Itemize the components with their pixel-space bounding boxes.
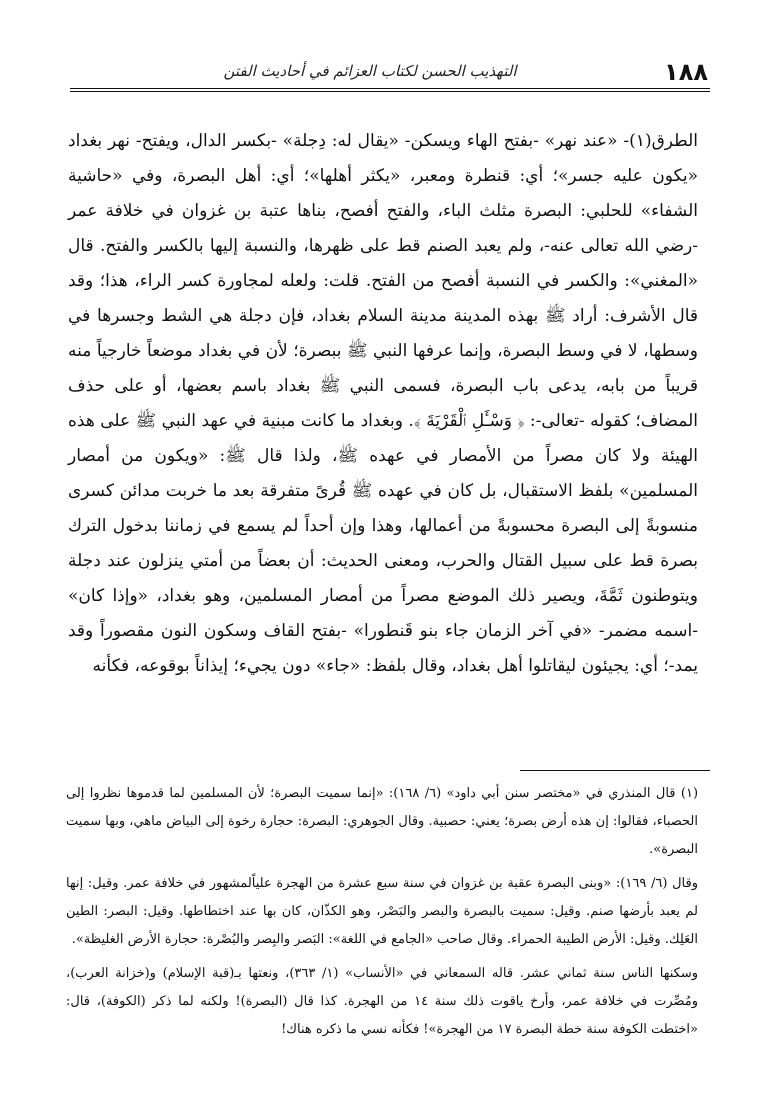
- main-text: [68, 124, 698, 684]
- page-header: [70, 50, 710, 94]
- body-paragraph: الطرق(١)- «عند نهر» -بفتح الهاء ويسكن- «يقال له: دِجلة» -بكسر الدال، ويفتح- نهر بغداد «يكون عليه جسر»؛ أي: قنطرة ومعبر، «يكثر أهلها»؛ أي: أهل البصرة، وفي «حاشية الشفاء» للحلبي: البصرة مثلث الباء، والفتح أفصح، بناها عتبة بن غزوان في خلافة عمر -رضي الله تعالى عنه-، ولم يعبد الصنم قط على ظهرها، والنسبة إليها بالكسر والفتح. قال «المغني»: والكسر في النسبة أفصح من الفتح. قلت: ولعله لمجاورة كسر الراء، هذا؛ وقد قال الأشرف: أراد ﷺ بهذه المدينة مدينة السلام بغداد، فإن دجلة هي الشط وجسرها في وسطها، لا في وسط البصرة، وإنما عرفها النبي ﷺ ببصرة؛ لأن في بغداد موضعاً خارجياً منه قريباً من بابه، يدعى باب البصرة، فسمى النبي ﷺ بغداد باسم بعضها، أو على حذف المضاف؛ كقوله -تعالى-: ﴿ وَسْـَٔلِ ٱلْقَرْيَةَ ﴾. وبغداد ما كانت مبنية في عهد النبي ﷺ على هذه الهيئة ولا كان مصراً من الأمصار في عهده ﷺ، ولذا قال ﷺ: «ويكون من أمصار المسلمين» بلفظ الاستقبال، بل كان في عهده ﷺ قُرىً متفرقة بعد ما خربت مدائن كسرى منسوبةً إلى البصرة محسوبةً من أعمالها، وهذا وإن أحداً لم يسمع في زماننا بدخول الترك بصرة قط على سبيل القتال والحرب، ومعنى الحديث: أن بعضاً من أمتي ينزلون عند دجلة ويتوطنون ثَمَّةَ، ويصير ذلك الموضع مصراً من أمصار المسلمين، وهو بغداد، «وإذا كان» -اسمه مضمر- «في آخر الزمان جاء بنو قَنطورا» -بفتح القاف وسكون النون مقصوراً وقد يمد-؛ أي: يجيئون ليقاتلوا أهل بغداد، وقال بلفظ: «جاء» دون يجيء؛ إيذاناً بوقوعه، فكأنه: [68, 131, 698, 676]
- page-number: ١٨٨: [664, 58, 708, 86]
- footnote-1: (١) قال المنذري في «مختصر سنن أبي داود» (٦/ ١٦٨): «إنما سميت البصرة؛ لأن المسلمين لما قدموها نظروا إلى الحصباء، فقالوا: إن هذه أرض بصرة؛ يعني: حصبية. وقال الجوهري: البصرة: حجارة رخوة إلى البياض ماهي، وبها سميت البصرة».: [66, 786, 699, 857]
- footnote-1-continued: وقال (٦/ ١٦٩): «وبنى البصرة عقبة بن غزوان في سنة سبع عشرة من الهجرة علياًلمشهور في خلافة عمر. وقيل: إنها لم يعبد بأرضها صنم. وقيل: سميت بالبصرة والبصر والبَصْر، وهو الكذّان، كان بها عند اختطاطها. وقيل: البصر: الطين العَلِك. وقيل: الأرض الطيبة الحمراء. وقال صاحب «الجامع في اللغة»: البَصر والبِصر والبُصْرة: حجارة الأرض الغليظة».: [66, 876, 698, 947]
- footnote-1-continued-2: وسكنها الناس سنة ثماني عشر. قاله السمعاني في «الأنساب» (١/ ٣٦٣)، ونعتها بـ(قبة الإسلام) و(خزانة العرب)، ومُصِّرت في خلافة عمر، وأرخ ياقوت ذلك سنة ١٤ من الهجرة. كذا قال (البصرة)! ولكنه لما ذكر (الكوفة)، قال: «اختطت الكوفة سنة خطة البصرة ١٧ من الهجرة»! فكأنه نسي ما ذكره هناك!: [66, 966, 699, 1037]
- footnotes: [66, 780, 698, 1050]
- header-rule: [70, 88, 710, 92]
- running-title: التهذيب الحسن لكتاب العزائم في أحاديث الفتن: [223, 62, 517, 80]
- footnote-rule: [520, 770, 710, 771]
